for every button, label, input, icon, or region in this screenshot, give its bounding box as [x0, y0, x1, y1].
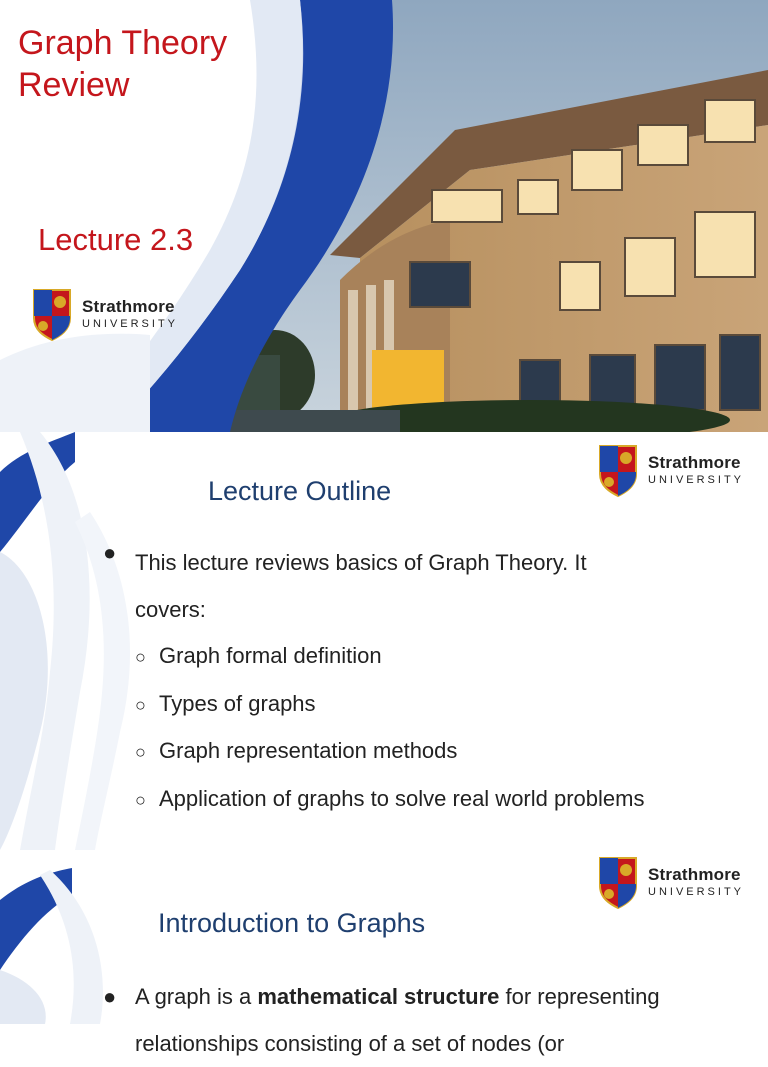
logo-name: Strathmore	[82, 297, 175, 316]
crest-icon	[30, 286, 74, 342]
bullet-text	[135, 540, 644, 633]
logo-subtitle: UNIVERSITY	[648, 886, 745, 898]
sub-item-text: Graph formal definition	[159, 643, 382, 668]
sub-item-text: Graph representation methods	[159, 738, 458, 763]
lecture-number: Lecture 2.3	[38, 222, 194, 257]
sub-item	[135, 776, 644, 824]
bullet-icon: ●	[103, 984, 117, 1009]
university-logo	[596, 854, 744, 910]
outline-slide	[0, 432, 768, 850]
outline-sub-list	[135, 633, 644, 823]
intro-slide	[0, 850, 768, 1056]
slide-title: Lecture Outline	[208, 476, 392, 506]
bullet-line-2: relationships consisting of a set of nodes (or	[135, 1030, 565, 1056]
circle-bullet-icon: ○	[135, 647, 146, 667]
bullet-icon: ●	[103, 540, 117, 565]
bullet-line-1: This lecture reviews basics of Graph Theory. It	[135, 550, 587, 575]
bullet-line-2: covers:	[135, 596, 206, 622]
sub-item-text: Application of graphs to solve real world problems	[159, 785, 645, 811]
sub-item	[135, 633, 644, 681]
logo-name: Strathmore	[648, 865, 741, 884]
crest-icon	[596, 854, 640, 910]
title-line-1: Graph Theory	[18, 24, 228, 62]
slide-title: Introduction to Graphs	[158, 908, 426, 938]
outline-bullet	[103, 540, 645, 823]
bullet-text-bold: mathematical structure	[257, 984, 500, 1009]
circle-bullet-icon: ○	[135, 742, 146, 762]
sub-item-text: Types of graphs	[159, 690, 316, 716]
sub-item	[135, 681, 644, 729]
title-slide	[0, 0, 768, 432]
intro-list	[103, 974, 660, 1067]
university-logo	[596, 442, 744, 498]
title-line-2: Review	[18, 66, 130, 104]
bullet-text-suffix: for representing	[499, 984, 660, 1009]
circle-bullet-icon: ○	[135, 694, 146, 715]
logo-name: Strathmore	[648, 453, 741, 472]
sub-item	[135, 728, 644, 776]
outline-list	[103, 540, 645, 823]
logo-subtitle: UNIVERSITY	[648, 474, 745, 486]
circle-bullet-icon: ○	[135, 789, 146, 810]
bullet-text-prefix: A graph is a	[135, 984, 258, 1009]
university-logo	[30, 286, 178, 342]
intro-bullet	[103, 974, 660, 1067]
crest-icon	[596, 442, 640, 498]
logo-subtitle: UNIVERSITY	[82, 318, 179, 330]
presentation-title	[18, 22, 227, 106]
